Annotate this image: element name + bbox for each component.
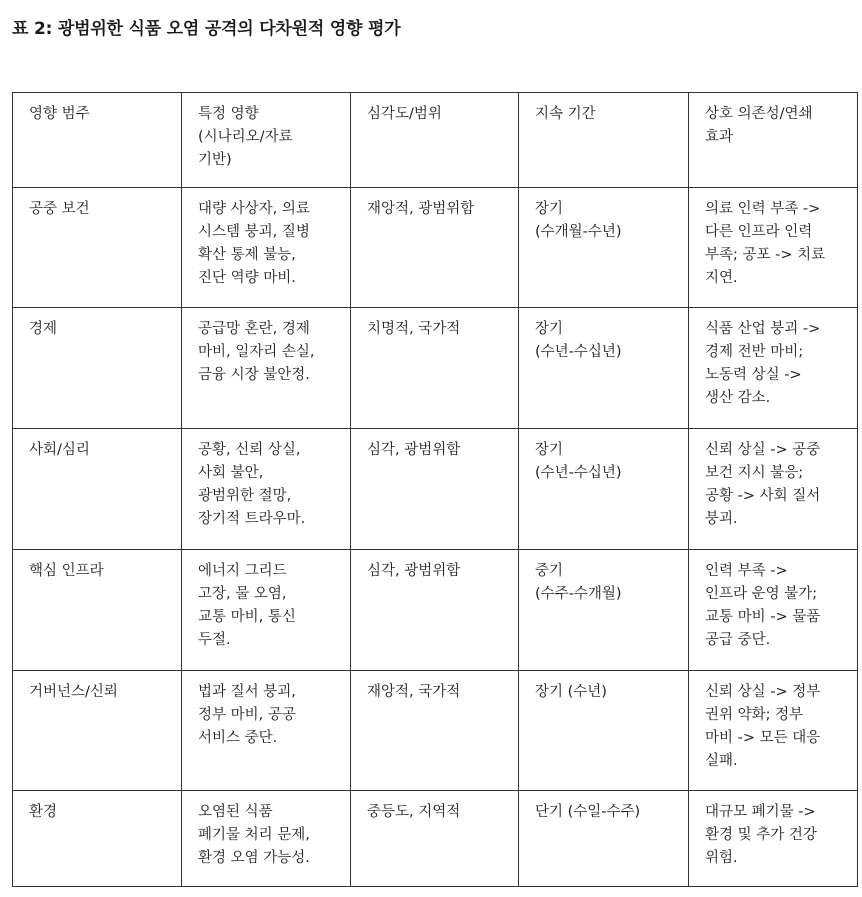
cell-specific-impact: 법과 질서 붕괴, 정부 마비, 공공 서비스 중단. <box>182 671 351 791</box>
cell-impact-category: 사회/심리 <box>13 429 182 550</box>
cell-interdependency: 대규모 폐기물 -> 환경 및 추가 건강 위험. <box>689 791 858 887</box>
cell-duration: 장기 (수개월-수년) <box>519 188 689 308</box>
table-row <box>13 429 858 550</box>
header-impact-category: 영향 범주 <box>13 93 182 188</box>
table-header-row <box>13 93 858 188</box>
cell-severity-scope: 심각, 광범위함 <box>351 429 519 550</box>
cell-specific-impact: 오염된 식품 폐기물 처리 문제, 환경 오염 가능성. <box>182 791 351 887</box>
impact-assessment-table <box>12 92 858 887</box>
cell-duration: 장기 (수년) <box>519 671 689 791</box>
cell-severity-scope: 심각, 광범위함 <box>351 550 519 671</box>
cell-interdependency: 신뢰 상실 -> 정부 권위 약화; 정부 마비 -> 모든 대응 실패. <box>689 671 858 791</box>
cell-duration: 단기 (수일-수주) <box>519 791 689 887</box>
cell-impact-category: 핵심 인프라 <box>13 550 182 671</box>
header-specific-impact: 특정 영향 (시나리오/자료 기반) <box>182 93 351 188</box>
header-duration: 지속 기간 <box>519 93 689 188</box>
cell-interdependency: 인력 부족 -> 인프라 운영 불가; 교통 마비 -> 물품 공급 중단. <box>689 550 858 671</box>
cell-severity-scope: 중등도, 지역적 <box>351 791 519 887</box>
header-interdependency: 상호 의존성/연쇄 효과 <box>689 93 858 188</box>
cell-specific-impact: 대량 사상자, 의료 시스템 붕괴, 질병 확산 통제 불능, 진단 역량 마비. <box>182 188 351 308</box>
cell-interdependency: 식품 산업 붕괴 -> 경제 전반 마비; 노동력 상실 -> 생산 감소. <box>689 308 858 429</box>
cell-impact-category: 공중 보건 <box>13 188 182 308</box>
cell-duration: 중기 (수주-수개월) <box>519 550 689 671</box>
table-row <box>13 550 858 671</box>
cell-impact-category: 경제 <box>13 308 182 429</box>
cell-impact-category: 거버넌스/신뢰 <box>13 671 182 791</box>
cell-severity-scope: 치명적, 국가적 <box>351 308 519 429</box>
cell-interdependency: 의료 인력 부족 -> 다른 인프라 인력 부족; 공포 -> 치료 지연. <box>689 188 858 308</box>
cell-severity-scope: 재앙적, 국가적 <box>351 671 519 791</box>
cell-specific-impact: 공급망 혼란, 경제 마비, 일자리 손실, 금융 시장 불안정. <box>182 308 351 429</box>
cell-impact-category: 환경 <box>13 791 182 887</box>
cell-duration: 장기 (수년-수십년) <box>519 429 689 550</box>
cell-interdependency: 신뢰 상실 -> 공중 보건 지시 불응; 공황 -> 사회 질서 붕괴. <box>689 429 858 550</box>
table-row <box>13 188 858 308</box>
table-body <box>13 188 858 887</box>
table-row <box>13 791 858 887</box>
table-row <box>13 671 858 791</box>
cell-specific-impact: 에너지 그리드 고장, 물 오염, 교통 마비, 통신 두절. <box>182 550 351 671</box>
table-row <box>13 308 858 429</box>
cell-severity-scope: 재앙적, 광범위함 <box>351 188 519 308</box>
header-severity-scope: 심각도/범위 <box>351 93 519 188</box>
cell-specific-impact: 공황, 신뢰 상실, 사회 불안, 광범위한 절망, 장기적 트라우마. <box>182 429 351 550</box>
table-title: 표 2: 광범위한 식품 오염 공격의 다차원적 영향 평가 <box>12 19 401 39</box>
cell-duration: 장기 (수년-수십년) <box>519 308 689 429</box>
